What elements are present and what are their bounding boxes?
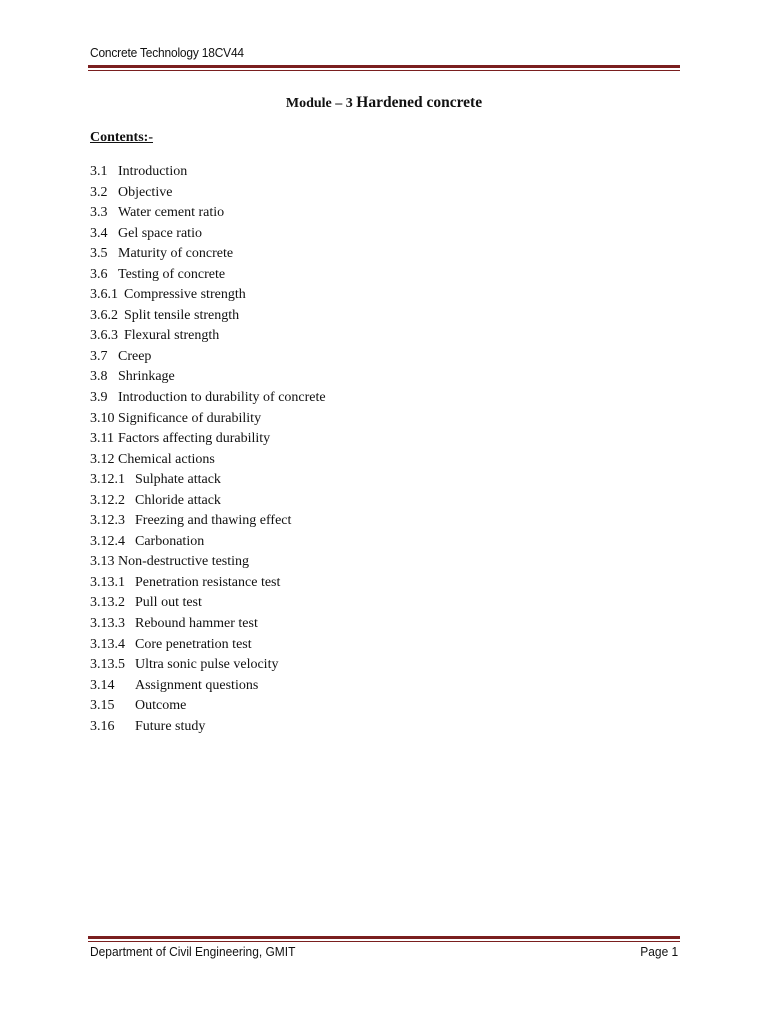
toc-item-label: Creep bbox=[118, 348, 152, 364]
toc-item bbox=[90, 717, 206, 738]
toc-item bbox=[90, 367, 175, 388]
toc-item-label: Core penetration test bbox=[135, 636, 252, 652]
toc-item-number: 3.6.3 bbox=[90, 328, 118, 344]
toc-item bbox=[90, 614, 258, 635]
toc-item-label: Gel space ratio bbox=[118, 225, 202, 241]
toc-item-number: 3.16 bbox=[90, 718, 115, 734]
footer-page-number: Page 1 bbox=[640, 944, 678, 959]
toc-item-label: Shrinkage bbox=[118, 369, 175, 385]
toc-item bbox=[90, 470, 221, 491]
module-title-prefix: Module – 3 bbox=[285, 96, 357, 111]
toc-item-number: 3.11 bbox=[90, 431, 114, 447]
toc-item-number: 3.6 bbox=[90, 266, 108, 282]
toc-item-number: 3.13 bbox=[90, 554, 115, 570]
toc-item bbox=[90, 593, 202, 614]
running-header: Concrete Technology 18CV44 bbox=[90, 45, 244, 60]
toc-item-label: Pull out test bbox=[135, 595, 202, 611]
toc-item bbox=[90, 306, 240, 327]
toc-item-label: Flexural strength bbox=[124, 328, 220, 344]
header-rule bbox=[88, 65, 680, 71]
toc-item-label: Outcome bbox=[135, 698, 187, 714]
toc-item bbox=[90, 203, 225, 224]
toc-item bbox=[90, 552, 250, 573]
toc-item bbox=[90, 183, 173, 204]
toc-item-label: Future study bbox=[135, 718, 206, 734]
toc-item-number: 3.12.3 bbox=[90, 513, 125, 529]
toc-item-number: 3.10 bbox=[90, 410, 115, 426]
toc-item-label: Significance of durability bbox=[118, 410, 262, 426]
contents-heading: Contents:- bbox=[90, 130, 153, 145]
toc-item-label: Carbonation bbox=[135, 533, 205, 549]
toc-item-number: 3.12.4 bbox=[90, 533, 125, 549]
toc-item bbox=[90, 696, 187, 717]
toc-item bbox=[90, 635, 252, 656]
toc-item-label: Ultra sonic pulse velocity bbox=[135, 657, 279, 673]
toc-item-label: Objective bbox=[118, 184, 173, 200]
toc-item-number: 3.6.2 bbox=[90, 307, 118, 323]
toc-item bbox=[90, 573, 281, 594]
toc-item-label: Maturity of concrete bbox=[118, 246, 234, 262]
toc-item bbox=[90, 676, 259, 697]
footer-rule bbox=[88, 936, 680, 942]
toc-item-label: Sulphate attack bbox=[135, 472, 221, 488]
toc-item-number: 3.12 bbox=[90, 451, 115, 467]
toc-item-number: 3.13.5 bbox=[90, 657, 125, 673]
toc-item-label: Compressive strength bbox=[124, 287, 246, 303]
toc-item-number: 3.15 bbox=[90, 698, 115, 714]
footer-department: Department of Civil Engineering, GMIT bbox=[90, 944, 296, 959]
toc-item bbox=[90, 265, 226, 286]
toc-item bbox=[90, 244, 234, 265]
toc-item-number: 3.5 bbox=[90, 246, 108, 262]
toc-item bbox=[90, 224, 202, 245]
toc-item-label: Non-destructive testing bbox=[118, 554, 250, 570]
toc-item bbox=[90, 655, 279, 676]
toc-item-number: 3.12.2 bbox=[90, 492, 125, 508]
toc-item-number: 3.1 bbox=[90, 164, 108, 179]
toc-item bbox=[90, 450, 215, 471]
toc-item-number: 3.3 bbox=[90, 205, 108, 221]
toc-item-label: Water cement ratio bbox=[118, 205, 225, 221]
toc-item bbox=[90, 326, 220, 347]
toc-item-label: Chloride attack bbox=[135, 492, 221, 508]
module-title bbox=[0, 94, 768, 112]
toc-item bbox=[90, 388, 326, 409]
toc-item-label: Penetration resistance test bbox=[135, 574, 281, 590]
toc-item-label: Factors affecting durability bbox=[118, 431, 271, 447]
toc-item-label: Introduction to durability of concrete bbox=[118, 390, 326, 406]
toc-item-label: Freezing and thawing effect bbox=[135, 513, 292, 529]
toc-item-number: 3.13.1 bbox=[90, 574, 125, 590]
toc-item bbox=[90, 285, 246, 306]
toc-item-number: 3.8 bbox=[90, 369, 108, 385]
toc-item-number: 3.13.3 bbox=[90, 616, 125, 632]
toc-item-label: Assignment questions bbox=[135, 677, 259, 693]
toc-item-number: 3.4 bbox=[90, 225, 108, 241]
toc-item-number: 3.13.4 bbox=[90, 636, 125, 652]
toc-item-number: 3.9 bbox=[90, 390, 108, 406]
toc-item-label: Introduction bbox=[118, 164, 188, 179]
toc-item-number: 3.12.1 bbox=[90, 472, 125, 488]
toc-item bbox=[90, 532, 205, 553]
toc-item-number: 3.2 bbox=[90, 184, 108, 200]
toc-item-number: 3.14 bbox=[90, 677, 115, 693]
toc-item bbox=[90, 491, 221, 512]
toc-item bbox=[90, 409, 262, 430]
table-of-contents bbox=[90, 162, 326, 737]
toc-item-number: 3.7 bbox=[90, 348, 108, 364]
toc-item bbox=[90, 429, 271, 450]
toc-item-label: Rebound hammer test bbox=[135, 616, 258, 632]
toc-item-label: Chemical actions bbox=[118, 451, 215, 467]
toc-item-number: 3.6.1 bbox=[90, 287, 118, 303]
toc-item-label: Testing of concrete bbox=[118, 266, 226, 282]
toc-item bbox=[90, 511, 292, 532]
toc-item bbox=[90, 347, 152, 368]
toc-item-number: 3.13.2 bbox=[90, 595, 125, 611]
toc-item-label: Split tensile strength bbox=[124, 307, 240, 323]
module-title-main: Hardened concrete bbox=[356, 94, 483, 111]
toc-item bbox=[90, 162, 188, 183]
